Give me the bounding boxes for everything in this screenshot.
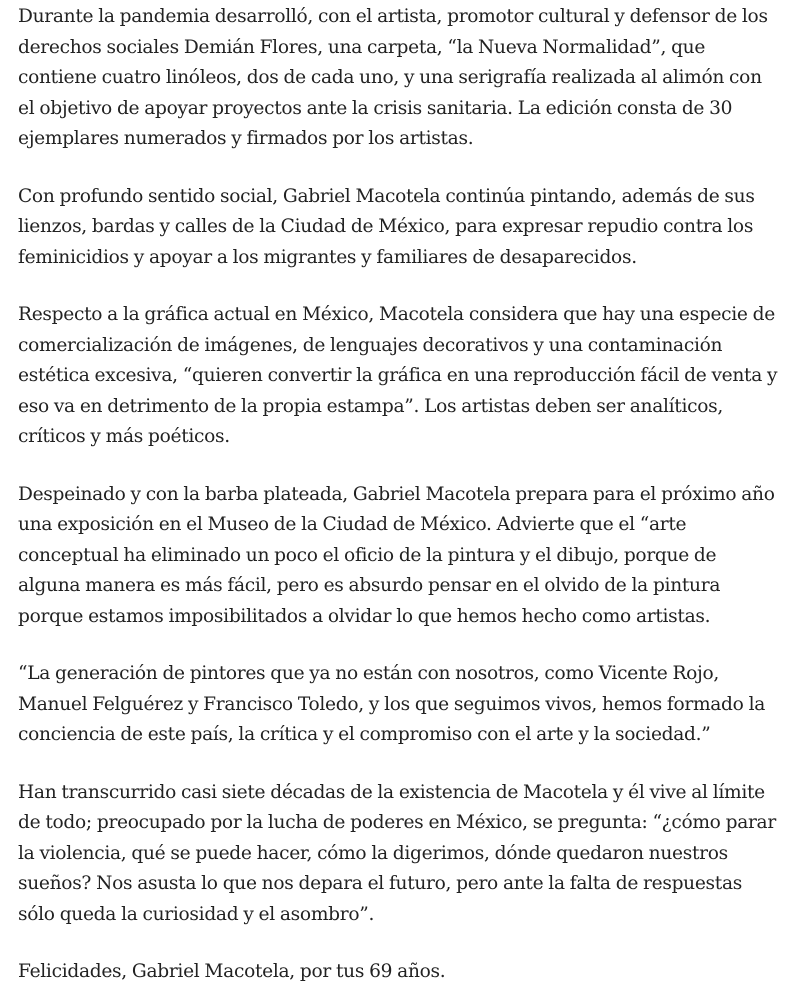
paragraph-felicidades: Felicidades, Gabriel Macotela, por tus 69 años. bbox=[18, 961, 446, 982]
paragraph-sentido-social: Con profundo sentido social, Gabriel Macotela continúa pintando, además de sus lienzos, bardas y calles de la Ciudad de México, para expresar repudio contra los feminicidios y apoyar a los migrantes y familiares de desaparecidos. bbox=[18, 185, 755, 268]
paragraph-generacion-pintores: “La generación de pintores que ya no están con nosotros, como Vicente Rojo, Manuel Felguérez y Francisco Toledo, y los que seguimos vivos, hemos formado la conciencia de este país, la crítica y el compromiso con el arte y la sociedad.” bbox=[18, 663, 765, 745]
paragraph-siete-decadas: Han transcurrido casi siete décadas de la existencia de Macotela y él vive al límite de todo; preocupado por la lucha de poderes en México, se pregunta: “¿cómo parar la violencia, qué se puede hacer, cómo la digerimos, dónde quedaron nuestros sueños? Nos asusta lo que nos depara el futuro, pero ante la falta de respuestas sólo queda la curiosidad y el asombro”. bbox=[18, 781, 776, 925]
paragraph-pandemia-carpeta: Durante la pandemia desarrolló, con el artista, promotor cultural y defensor de los derechos sociales Demián Flores, una carpeta, “la Nueva Normalidad”, que contiene cuatro linóleos, dos de cada uno, y una serigrafía realizada al alimón con el objetivo de apoyar proyectos ante la crisis sanitaria. La edición consta de 30 ejemplares numerados y firmados por los artistas. bbox=[18, 6, 768, 149]
paragraph-exposicion-museo: Despeinado y con la barba plateada, Gabriel Macotela prepara para el próximo año una exposición en el Museo de la Ciudad de México. Advierte que el “arte conceptual ha eliminado un poco el oficio de la pintura y el dibujo, porque de alguna manera es más fácil, pero es absurdo pensar en el olvido de la pintura porque estamos imposibilitados a olvidar lo que hemos hecho como artistas. bbox=[18, 483, 775, 627]
paragraph-grafica-actual: Respecto a la gráfica actual en México, Macotela considera que hay una especie de comercialización de imágenes, de lenguajes decorativos y una contaminación estética excesiva, “quieren convertir la gráfica en una reproducción fácil de venta y eso va en detrimento de la propia estampa”. Los artistas deben ser analíticos, críticos y más poéticos. bbox=[18, 304, 778, 447]
